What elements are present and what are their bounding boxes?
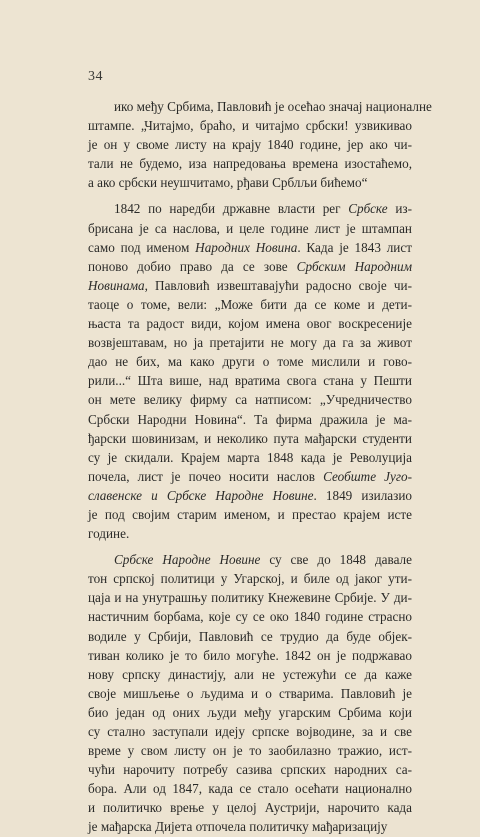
text-line [88, 135, 412, 154]
text-line [88, 276, 412, 295]
text-line [88, 410, 412, 429]
text-run: цаја и на унутрашњу политику Кнежевине Србије. У ди- [88, 590, 412, 606]
text-line [88, 257, 412, 276]
text-run: био један од оних људи међу угарским Србима који [88, 704, 412, 720]
text-run: бора. Али од 1847, када се стало осећати национално [88, 781, 412, 797]
text-line [88, 741, 412, 760]
italic-title: Сеобште Југо- [323, 468, 412, 484]
italic-title: Србске [348, 201, 388, 217]
text-run: њаста та радост види, којом имена овог воскресеније [88, 316, 412, 332]
text-run: возвјештавам, но ја претајити не могу да га за живот [88, 335, 412, 351]
text-run: чући нарочиту потребу сазива српских народних са- [88, 762, 412, 778]
text-run: тали не будемо, иза напредовања времена изостаћемо, [88, 156, 412, 172]
text-line [88, 524, 412, 543]
text-run: Србски Народни Новина“. Та фирма дражила је ма- [88, 411, 412, 427]
text-run: 1842 по наредби државне власти рег [114, 201, 349, 217]
text-run: . Када је 1843 лист [297, 239, 412, 255]
text-line [88, 798, 412, 817]
text-line [88, 314, 412, 333]
text-run: су све до 1848 давале [260, 552, 412, 568]
text-line [88, 97, 432, 116]
paragraph [88, 550, 412, 836]
text-line [88, 779, 412, 798]
text-line [88, 550, 412, 569]
text-run: . 1849 изилазио [313, 487, 412, 503]
text-line [88, 607, 412, 626]
text-run: таоце о томе, вели: „Може бити да се коме и дети- [88, 296, 412, 312]
text-line [88, 760, 412, 779]
text-run: нову српску династију, али не устежући се да каже [88, 666, 412, 682]
text-run: рили...“ Шта више, над вратима свога стана у Пешти [88, 373, 412, 389]
text-line [88, 199, 412, 218]
text-run: а ако србски неушчитамо, рђави Срблљи бићемо“ [88, 175, 368, 191]
italic-title: Новинама [88, 277, 145, 293]
text-line [88, 665, 412, 684]
paragraph [88, 199, 412, 543]
text-line [88, 390, 412, 409]
text-run: из- [387, 201, 412, 217]
text-line [88, 238, 412, 257]
text-line [88, 352, 412, 371]
text-line [88, 219, 412, 238]
text-line [88, 684, 412, 703]
text-line [88, 371, 412, 390]
text-run: тон српској политици у Угарској, и биле од јаког ути- [88, 571, 412, 587]
text-line [88, 646, 412, 665]
text-line [88, 429, 412, 448]
text-run: водиле у Србији, Павловић се трудио да буде објек- [88, 628, 412, 644]
italic-title: Србске Народне Новине [114, 552, 261, 568]
text-line [88, 154, 412, 173]
text-line [88, 333, 412, 352]
text-run: , Павловић извештавајући радосно своје чи- [144, 277, 412, 293]
text-run: ико међу Србима, Павловић је осећао значај националне [114, 99, 432, 114]
text-run: тиван колико је то било могуће. 1842 он је подржавао [88, 647, 412, 663]
text-line [88, 722, 412, 741]
text-run: је под својим старим именом, и престао крајем исте [88, 506, 412, 522]
body-text [88, 97, 432, 837]
text-line [88, 116, 412, 135]
text-line [88, 173, 412, 192]
text-run: ђарски шовинизам, и неколико пута мађарски студенти [88, 430, 412, 446]
text-run: дао не бих, ма како други о томе мислили и гово- [88, 354, 412, 370]
text-line [88, 703, 412, 722]
text-run: почела, лист је почео носити наслов [88, 468, 324, 484]
text-line [88, 817, 412, 836]
text-run: поново добио право да се зове [88, 258, 297, 274]
text-run: штампе. „Читајмо, браћо, и читајмо србски! узвикивао [88, 118, 412, 134]
text-line [88, 448, 412, 467]
text-run: је мађарска Дијета отпочела политичку мађаризацију [88, 819, 388, 835]
italic-title: Србским Народним [296, 258, 413, 274]
text-run: своје мишљење о људима и о стварима. Павловић је [88, 685, 412, 701]
italic-title: славенске и Србске Народне Новине [88, 487, 314, 503]
text-run: је он у своме листу на крају 1840 године, јер ако чи- [88, 137, 412, 153]
text-line [88, 486, 412, 505]
text-run: су је скидали. Крајем марта 1848 када је Револуција [88, 449, 412, 465]
page-number: 34 [88, 69, 103, 84]
text-run: само под именом [88, 239, 196, 255]
text-run: и политичко врење у целој Аустрији, нарочито када [88, 800, 412, 816]
text-run: настичним борбама, које су се око 1840 године страсно [88, 609, 412, 625]
text-line [88, 627, 412, 646]
text-line [88, 569, 412, 588]
text-line [88, 295, 412, 314]
paragraph [88, 97, 432, 192]
text-line [88, 467, 412, 486]
text-line [88, 505, 412, 524]
text-run: време у свом листу он је то заобилазно тражио, ист- [88, 743, 412, 759]
text-run: године. [88, 526, 130, 542]
text-run: су стално заступали идеју српске војводине, за и све [88, 724, 412, 739]
text-line [88, 588, 412, 607]
text-run: он мете велику фирму са натписом: „Учредничество [88, 392, 412, 408]
text-run: брисана је са наслова, и целе године лист је штампан [88, 220, 412, 236]
italic-title: Народних Новина [195, 239, 298, 255]
